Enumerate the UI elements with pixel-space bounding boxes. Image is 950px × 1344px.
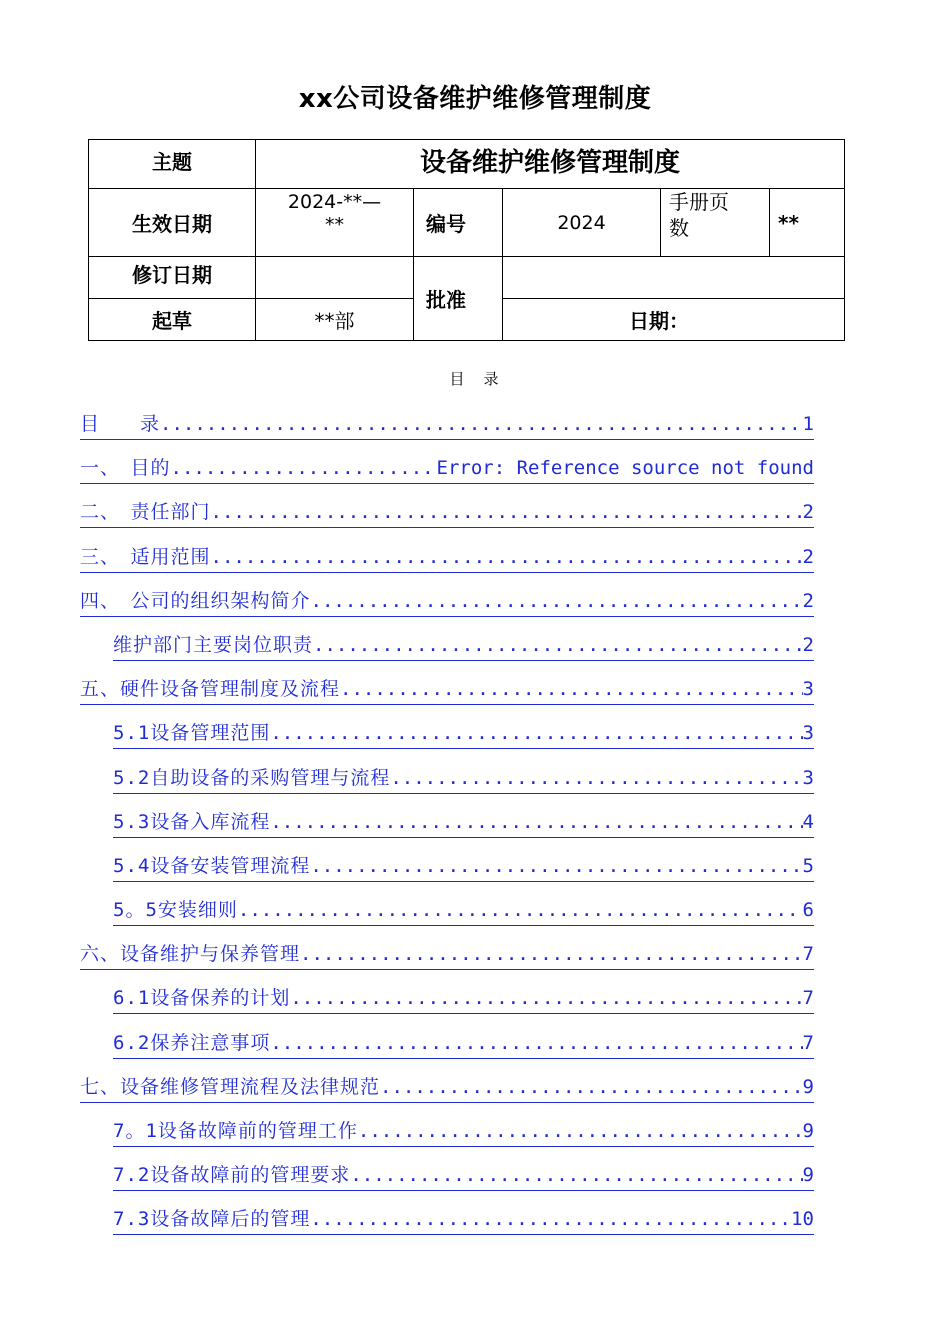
- toc-link[interactable]: 6.2保养注意事项 ..... 7: [80, 1027, 814, 1071]
- document-title: xx公司设备维护维修管理制度: [298, 84, 652, 114]
- toc-link[interactable]: 七、设备维修管理流程及法律规范 ..... 9: [80, 1071, 814, 1115]
- toc-link[interactable]: 一、 目的 ..... Error: Reference source not found: [80, 452, 814, 496]
- table-of-contents: [80, 408, 814, 1248]
- toc-link[interactable]: 5。5安装细则 ..... 6: [80, 894, 814, 938]
- pages-label: 手册页 数: [661, 189, 770, 257]
- approve-value: [503, 257, 845, 299]
- draft-value: **部: [256, 299, 414, 341]
- toc-link[interactable]: 7.2设备故障前的管理要求 ..... 9: [80, 1159, 814, 1203]
- subject-label: 主题: [89, 140, 256, 189]
- toc-link[interactable]: 五、硬件设备管理制度及流程 ..... 3: [80, 673, 814, 717]
- approve-label: 批准: [414, 257, 503, 341]
- toc-link[interactable]: 二、 责任部门 ..... 2: [80, 496, 814, 540]
- toc-link[interactable]: 7.3设备故障后的管理 ..... 10: [80, 1203, 814, 1247]
- revision-date-value: [256, 257, 414, 299]
- toc-link[interactable]: 四、 公司的组织架构简介 ..... 2: [80, 585, 814, 629]
- number-value: 2024: [503, 189, 661, 257]
- toc-link[interactable]: 目 录 ..... 1: [80, 408, 814, 452]
- toc-link[interactable]: 5.1设备管理范围 ..... 3: [80, 717, 814, 761]
- toc-heading: 目 录: [449, 370, 501, 388]
- effective-date-value: 2024-**— **: [256, 189, 414, 257]
- toc-link[interactable]: 7。1设备故障前的管理工作 ..... 9: [80, 1115, 814, 1159]
- toc-link[interactable]: 5.4设备安装管理流程 ..... 5: [80, 850, 814, 894]
- draft-label: 起草: [89, 299, 256, 341]
- document-info-table: [88, 139, 845, 341]
- toc-link[interactable]: 5.3设备入库流程 ..... 4: [80, 806, 814, 850]
- number-label: 编号: [414, 189, 503, 257]
- effective-date-label: 生效日期: [89, 189, 256, 257]
- toc-link[interactable]: 维护部门主要岗位职责 ..... 2: [80, 629, 814, 673]
- subject-value: 设备维护维修管理制度: [256, 140, 845, 189]
- pages-value: **: [770, 189, 845, 257]
- toc-link[interactable]: 6.1设备保养的计划 ..... 7: [80, 982, 814, 1026]
- toc-link[interactable]: 5.2自助设备的采购管理与流程 ..... 3: [80, 762, 814, 806]
- toc-link[interactable]: 三、 适用范围 ..... 2: [80, 541, 814, 585]
- date-label: 日期：: [503, 299, 845, 341]
- toc-link[interactable]: 六、设备维护与保养管理 ..... 7: [80, 938, 814, 982]
- revision-date-label: 修订日期: [89, 257, 256, 299]
